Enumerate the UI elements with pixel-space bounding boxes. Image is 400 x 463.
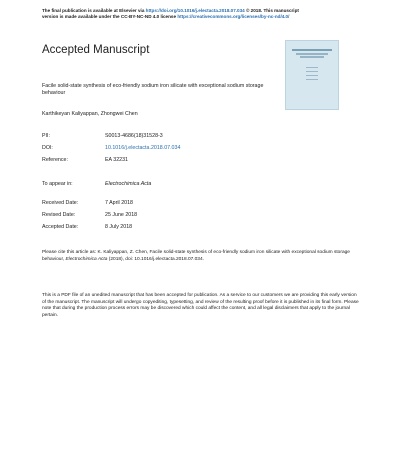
citation-paragraph	[42, 250, 360, 263]
meta-value: EA 32231	[105, 157, 128, 163]
doi-value-link[interactable]: 10.1016/j.electacta.2018.07.034	[105, 145, 181, 151]
journal-cover-image	[285, 40, 339, 110]
page-heading: Accepted Manuscript	[42, 44, 150, 56]
meta-value: Electrochimica Acta	[105, 181, 152, 187]
article-title: Facile solid-state synthesis of eco-friendly sodium iron silicate with exceptional sodium storage behaviour	[42, 83, 264, 96]
meta-label: To appear in:	[42, 181, 73, 187]
meta-label: Accepted Date:	[42, 224, 79, 230]
meta-value: 7 April 2018	[105, 200, 133, 206]
doi-link[interactable]: https://doi.org/10.1016/j.electacta.2018.07.034	[145, 8, 245, 13]
meta-value: 25 June 2018	[105, 212, 138, 218]
meta-label: DOI:	[42, 145, 53, 151]
citation-journal: Electrochimica Acta	[65, 256, 108, 262]
citation-text: (2018), doi: 10.1016/j.electacta.2018.07.034.	[107, 256, 204, 262]
disclaimer-paragraph: This is a PDF file of an unedited manuscript that has been accepted for publication. As a service to our customers we are providing this early version of the manuscript. The manuscript will undergo copyediting, typesetting, and review of the resulting proof before it is published in its final form. Please note that during the production process errors may be discovered which could affect the content, and all legal disclaimers that apply to the journal pertain.	[42, 293, 359, 318]
meta-label: Reference:	[42, 157, 68, 163]
citation-text: Please cite this article as: K. Kaliyappan, Z. Chen, Facile solid-state synthesis of eco-friendly sodium iron silicate with exceptional sodium storage behaviour,	[42, 250, 350, 262]
notice-text: © 2018. This manuscript	[244, 8, 299, 13]
meta-value: S0013-4686(18)31528-3	[105, 133, 163, 139]
notice-text: The final publication is available at Elsevier via	[42, 8, 146, 13]
notice-text: version is made available under the CC-BY-NC-ND 4.0 license	[42, 14, 178, 19]
article-authors: Karthikeyan Kaliyappan, Zhongwei Chen	[42, 111, 138, 117]
license-notice	[42, 8, 372, 20]
meta-label: Revised Date:	[42, 212, 76, 218]
meta-label: Received Date:	[42, 200, 79, 206]
meta-label: PII:	[42, 133, 50, 139]
meta-value: 8 July 2018	[105, 224, 133, 230]
license-link[interactable]: https://creativecommons.org/licenses/by-nc-nd/4.0/	[177, 14, 290, 19]
